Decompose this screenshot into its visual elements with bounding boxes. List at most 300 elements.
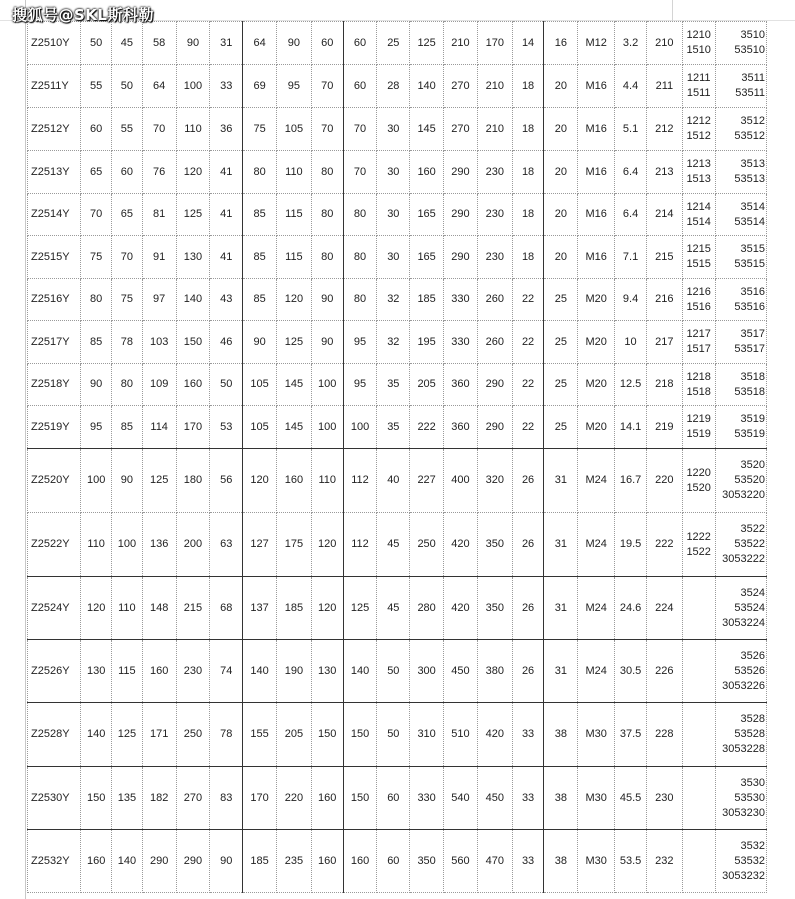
value-cell: 45.5	[615, 767, 647, 830]
value-cell: 210	[444, 22, 478, 65]
value-cell: 222	[410, 406, 444, 449]
table-row	[28, 108, 767, 151]
value-cell: 200	[176, 513, 210, 577]
value-cell: 32	[377, 279, 410, 321]
value-cell: 58	[142, 22, 176, 65]
value-cell: 31	[544, 449, 578, 513]
bearing-code: 3520	[740, 459, 765, 471]
value-cell: 260	[477, 279, 512, 321]
value-cell: 115	[277, 194, 312, 236]
value-cell: 24.6	[615, 577, 647, 640]
value-cell: 80	[311, 194, 343, 236]
value-cell: 125	[112, 703, 143, 767]
bearing-code: 1522	[686, 545, 711, 558]
bearing-code: 3530	[740, 776, 765, 789]
bearing-code: 53517	[734, 343, 765, 355]
sheet-left-rule	[25, 0, 26, 899]
value-cell: 110	[311, 449, 343, 513]
value-cell: 230	[477, 151, 512, 194]
bearing-code: 1218	[686, 370, 711, 383]
value-cell: 215	[176, 577, 210, 640]
value-cell: 31	[544, 640, 578, 703]
bearing-code-cell-a	[682, 640, 715, 703]
value-cell: 74	[210, 640, 243, 703]
value-cell: 400	[444, 449, 478, 513]
bearing-code: 1518	[686, 385, 711, 398]
value-cell: 125	[277, 321, 312, 364]
value-cell: 16	[544, 22, 578, 65]
value-cell: 182	[142, 767, 176, 830]
table-row	[28, 22, 767, 65]
bearing-code: 53512	[734, 130, 765, 142]
value-cell: 120	[243, 449, 277, 513]
value-cell: 290	[477, 406, 512, 449]
value-cell: 250	[410, 513, 444, 577]
value-cell: 46	[210, 321, 243, 364]
value-cell: M20	[578, 364, 615, 406]
value-cell: 26	[512, 449, 544, 513]
value-cell: 150	[176, 321, 210, 364]
value-cell: 20	[544, 151, 578, 194]
spec-sheet	[27, 21, 767, 893]
bearing-code-cell-a	[682, 830, 715, 893]
value-cell: 420	[477, 703, 512, 767]
value-cell: 64	[243, 22, 277, 65]
value-cell: 90	[277, 22, 312, 65]
bearing-code: 53514	[734, 215, 765, 228]
value-cell: M24	[578, 640, 615, 703]
value-cell: 112	[343, 513, 377, 577]
bearing-code: 1213	[686, 158, 711, 170]
value-cell: 85	[112, 406, 143, 449]
value-cell: 20	[544, 194, 578, 236]
model-cell: Z2514Y	[28, 194, 81, 236]
bearing-code: 53520	[734, 474, 765, 486]
value-cell: 60	[112, 151, 143, 194]
value-cell: 450	[444, 640, 478, 703]
value-cell: 227	[410, 449, 444, 513]
table-row	[28, 151, 767, 194]
value-cell: 33	[210, 65, 243, 108]
value-cell: 37.5	[615, 703, 647, 767]
value-cell: 290	[444, 236, 478, 279]
model-cell: Z2526Y	[28, 640, 81, 703]
value-cell: 230	[477, 194, 512, 236]
value-cell: 125	[410, 22, 444, 65]
value-cell: 250	[176, 703, 210, 767]
value-cell: 230	[646, 767, 682, 830]
bearing-code-cell-b	[715, 22, 766, 65]
value-cell: 290	[142, 830, 176, 893]
table-body	[28, 22, 767, 893]
value-cell: 60	[81, 108, 112, 151]
model-cell: Z2530Y	[28, 767, 81, 830]
value-cell: 115	[277, 236, 312, 279]
value-cell: 213	[646, 151, 682, 194]
value-cell: M20	[578, 406, 615, 449]
value-cell: 127	[243, 513, 277, 577]
value-cell: 360	[444, 406, 478, 449]
sheet-corner-line	[672, 0, 673, 21]
value-cell: 380	[477, 640, 512, 703]
value-cell: 155	[243, 703, 277, 767]
value-cell: 125	[142, 449, 176, 513]
bearing-code: 1216	[686, 285, 711, 298]
bearing-code: 3514	[740, 200, 765, 213]
value-cell: 18	[512, 65, 544, 108]
value-cell: 160	[176, 364, 210, 406]
value-cell: 210	[477, 65, 512, 108]
value-cell: 90	[81, 364, 112, 406]
value-cell: 95	[343, 321, 377, 364]
value-cell: 6.4	[615, 151, 647, 194]
bearing-code: 53510	[734, 44, 765, 56]
value-cell: 63	[210, 513, 243, 577]
bearing-code: 3526	[740, 649, 765, 662]
value-cell: 212	[646, 108, 682, 151]
value-cell: 130	[81, 640, 112, 703]
value-cell: 350	[477, 513, 512, 577]
value-cell: 210	[477, 108, 512, 151]
value-cell: 19.5	[615, 513, 647, 577]
bearing-code-cell-a	[682, 513, 715, 577]
value-cell: 350	[410, 830, 444, 893]
value-cell: 170	[243, 767, 277, 830]
bearing-code-cell-a	[682, 577, 715, 640]
value-cell: 33	[512, 703, 544, 767]
value-cell: 26	[512, 577, 544, 640]
value-cell: 80	[311, 236, 343, 279]
value-cell: 145	[277, 406, 312, 449]
value-cell: 68	[210, 577, 243, 640]
value-cell: 125	[343, 577, 377, 640]
value-cell: 290	[176, 830, 210, 893]
bearing-code: 1222	[686, 530, 711, 543]
value-cell: 20	[544, 108, 578, 151]
value-cell: 510	[444, 703, 478, 767]
value-cell: 420	[444, 577, 478, 640]
value-cell: 25	[544, 364, 578, 406]
bearing-code: 53516	[734, 300, 765, 313]
value-cell: 41	[210, 236, 243, 279]
value-cell: 97	[142, 279, 176, 321]
value-cell: 16.7	[615, 449, 647, 513]
bearing-code: 1511	[686, 87, 711, 99]
value-cell: 22	[512, 279, 544, 321]
value-cell: 160	[81, 830, 112, 893]
bearing-code: 1210	[686, 29, 711, 41]
bearing-code: 1514	[686, 215, 711, 228]
value-cell: 450	[477, 767, 512, 830]
value-cell: 165	[410, 236, 444, 279]
value-cell: 185	[243, 830, 277, 893]
bearing-code: 3515	[740, 243, 765, 255]
value-cell: 175	[277, 513, 312, 577]
bearing-code: 3053222	[722, 553, 765, 565]
value-cell: 25	[544, 321, 578, 364]
value-cell: 160	[311, 830, 343, 893]
value-cell: 540	[444, 767, 478, 830]
value-cell: 28	[377, 65, 410, 108]
value-cell: 148	[142, 577, 176, 640]
bearing-code-cell-a	[682, 279, 715, 321]
value-cell: 214	[646, 194, 682, 236]
bearing-code: 3512	[740, 115, 765, 127]
value-cell: 43	[210, 279, 243, 321]
value-cell: M16	[578, 236, 615, 279]
value-cell: 120	[311, 577, 343, 640]
value-cell: 290	[444, 194, 478, 236]
bearing-code: 3053228	[722, 743, 765, 755]
value-cell: 50	[112, 65, 143, 108]
table-row	[28, 406, 767, 449]
value-cell: 160	[277, 449, 312, 513]
bearing-code: 1516	[686, 300, 711, 313]
value-cell: 360	[444, 364, 478, 406]
value-cell: M24	[578, 577, 615, 640]
bearing-code-cell-b	[715, 279, 766, 321]
bearing-spec-table	[27, 21, 767, 893]
value-cell: 195	[410, 321, 444, 364]
value-cell: 78	[210, 703, 243, 767]
bearing-code: 3528	[740, 713, 765, 725]
model-cell: Z2519Y	[28, 406, 81, 449]
value-cell: 14.1	[615, 406, 647, 449]
bearing-code: 53522	[734, 538, 765, 550]
value-cell: 50	[210, 364, 243, 406]
value-cell: 110	[176, 108, 210, 151]
value-cell: 14	[512, 22, 544, 65]
value-cell: 140	[410, 65, 444, 108]
value-cell: 26	[512, 513, 544, 577]
value-cell: 135	[112, 767, 143, 830]
model-cell: Z2512Y	[28, 108, 81, 151]
value-cell: 30	[377, 194, 410, 236]
bearing-code: 53513	[734, 173, 765, 185]
value-cell: 170	[477, 22, 512, 65]
value-cell: 270	[444, 108, 478, 151]
value-cell: 65	[81, 151, 112, 194]
value-cell: 224	[646, 577, 682, 640]
value-cell: 33	[512, 767, 544, 830]
value-cell: 320	[477, 449, 512, 513]
value-cell: 205	[277, 703, 312, 767]
value-cell: 290	[477, 364, 512, 406]
value-cell: 150	[343, 703, 377, 767]
value-cell: 80	[243, 151, 277, 194]
value-cell: 56	[210, 449, 243, 513]
value-cell: 70	[311, 108, 343, 151]
value-cell: 25	[544, 406, 578, 449]
value-cell: 18	[512, 108, 544, 151]
value-cell: 150	[81, 767, 112, 830]
value-cell: 75	[243, 108, 277, 151]
value-cell: 230	[477, 236, 512, 279]
value-cell: 85	[243, 236, 277, 279]
value-cell: 25	[377, 22, 410, 65]
value-cell: 145	[410, 108, 444, 151]
value-cell: 20	[544, 236, 578, 279]
bearing-code-cell-a	[682, 22, 715, 65]
value-cell: 35	[377, 364, 410, 406]
value-cell: 171	[142, 703, 176, 767]
bearing-code-cell-a	[682, 321, 715, 364]
value-cell: 18	[512, 194, 544, 236]
value-cell: 78	[112, 321, 143, 364]
bearing-code-cell-a	[682, 449, 715, 513]
value-cell: 30	[377, 108, 410, 151]
value-cell: 38	[544, 830, 578, 893]
value-cell: 350	[477, 577, 512, 640]
value-cell: 80	[343, 194, 377, 236]
value-cell: 90	[112, 449, 143, 513]
value-cell: 91	[142, 236, 176, 279]
value-cell: 95	[277, 65, 312, 108]
value-cell: 110	[277, 151, 312, 194]
model-cell: Z2517Y	[28, 321, 81, 364]
value-cell: 70	[142, 108, 176, 151]
value-cell: 205	[410, 364, 444, 406]
value-cell: 76	[142, 151, 176, 194]
value-cell: 560	[444, 830, 478, 893]
value-cell: 226	[646, 640, 682, 703]
bearing-code: 1220	[686, 466, 711, 479]
table-row	[28, 703, 767, 767]
bearing-code: 1215	[686, 243, 711, 255]
value-cell: 330	[444, 279, 478, 321]
table-row	[28, 449, 767, 513]
value-cell: 50	[377, 640, 410, 703]
value-cell: 105	[277, 108, 312, 151]
value-cell: 120	[277, 279, 312, 321]
model-cell: Z2532Y	[28, 830, 81, 893]
value-cell: 230	[176, 640, 210, 703]
value-cell: 330	[410, 767, 444, 830]
value-cell: 115	[112, 640, 143, 703]
model-cell: Z2516Y	[28, 279, 81, 321]
bearing-code: 53515	[734, 258, 765, 270]
value-cell: 65	[112, 194, 143, 236]
value-cell: 222	[646, 513, 682, 577]
value-cell: M16	[578, 108, 615, 151]
value-cell: 60	[343, 65, 377, 108]
bearing-code: 53526	[734, 664, 765, 677]
bearing-code-cell-b	[715, 65, 766, 108]
bearing-code-cell-b	[715, 406, 766, 449]
value-cell: 100	[311, 406, 343, 449]
model-cell: Z2510Y	[28, 22, 81, 65]
value-cell: 211	[646, 65, 682, 108]
value-cell: 140	[243, 640, 277, 703]
value-cell: M16	[578, 194, 615, 236]
value-cell: 114	[142, 406, 176, 449]
value-cell: 38	[544, 703, 578, 767]
value-cell: 31	[210, 22, 243, 65]
model-cell: Z2524Y	[28, 577, 81, 640]
bearing-code: 1214	[686, 200, 711, 213]
value-cell: 100	[176, 65, 210, 108]
value-cell: 140	[112, 830, 143, 893]
bearing-code: 1211	[686, 72, 711, 84]
value-cell: 220	[646, 449, 682, 513]
value-cell: 22	[512, 406, 544, 449]
value-cell: 232	[646, 830, 682, 893]
value-cell: 69	[243, 65, 277, 108]
value-cell: 35	[377, 406, 410, 449]
bearing-code: 53532	[734, 854, 765, 867]
value-cell: 60	[311, 22, 343, 65]
value-cell: 310	[410, 703, 444, 767]
value-cell: 41	[210, 151, 243, 194]
value-cell: 90	[210, 830, 243, 893]
value-cell: 216	[646, 279, 682, 321]
value-cell: 160	[142, 640, 176, 703]
value-cell: 185	[277, 577, 312, 640]
table-row	[28, 236, 767, 279]
value-cell: 90	[311, 279, 343, 321]
value-cell: 100	[343, 406, 377, 449]
table-row	[28, 640, 767, 703]
bearing-code: 3516	[740, 285, 765, 298]
bearing-code-cell-b	[715, 321, 766, 364]
bearing-code: 53511	[735, 87, 765, 99]
value-cell: 75	[81, 236, 112, 279]
value-cell: 25	[544, 279, 578, 321]
value-cell: 290	[444, 151, 478, 194]
value-cell: 100	[81, 449, 112, 513]
value-cell: 60	[377, 767, 410, 830]
bearing-code-cell-b	[715, 449, 766, 513]
value-cell: 120	[311, 513, 343, 577]
value-cell: 215	[646, 236, 682, 279]
value-cell: M30	[578, 830, 615, 893]
bearing-code: 1519	[686, 428, 711, 440]
bearing-code: 3522	[740, 523, 765, 535]
bearing-code: 3524	[740, 586, 765, 599]
value-cell: 420	[444, 513, 478, 577]
bearing-code: 1219	[686, 413, 711, 425]
model-cell: Z2513Y	[28, 151, 81, 194]
value-cell: 30	[377, 236, 410, 279]
value-cell: 90	[243, 321, 277, 364]
value-cell: M12	[578, 22, 615, 65]
model-cell: Z2511Y	[28, 65, 81, 108]
value-cell: 235	[277, 830, 312, 893]
value-cell: 60	[343, 22, 377, 65]
bearing-code: 1515	[686, 258, 711, 270]
bearing-code: 53528	[734, 728, 765, 740]
bearing-code: 3053226	[722, 679, 765, 692]
value-cell: 110	[81, 513, 112, 577]
value-cell: 103	[142, 321, 176, 364]
value-cell: M16	[578, 65, 615, 108]
value-cell: 160	[410, 151, 444, 194]
value-cell: 80	[81, 279, 112, 321]
value-cell: 6.4	[615, 194, 647, 236]
bearing-code-cell-a	[682, 108, 715, 151]
value-cell: 140	[81, 703, 112, 767]
model-cell: Z2522Y	[28, 513, 81, 577]
bearing-code: 3053230	[722, 806, 765, 819]
value-cell: 160	[343, 830, 377, 893]
bearing-code: 3053220	[722, 489, 765, 501]
value-cell: 220	[277, 767, 312, 830]
value-cell: 31	[544, 513, 578, 577]
value-cell: 95	[81, 406, 112, 449]
bearing-code: 3518	[740, 370, 765, 383]
value-cell: 31	[544, 577, 578, 640]
bearing-code-cell-b	[715, 108, 766, 151]
